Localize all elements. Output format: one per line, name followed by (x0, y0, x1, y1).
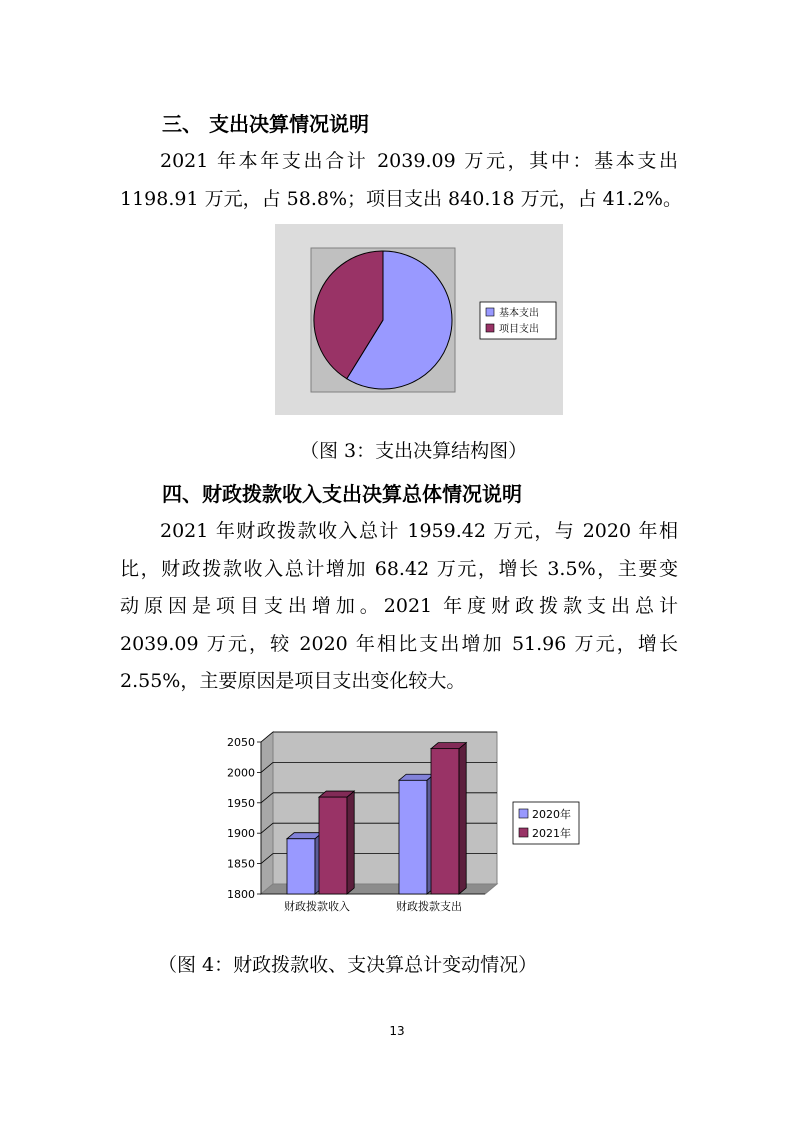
bar-side (347, 791, 354, 894)
bar-y-tick-label: 1850 (227, 857, 255, 871)
section3-line-1: 2021 年本年支出合计 2039.09 万元，其中：基本支出 (160, 150, 678, 172)
pie-legend-swatch-basic (486, 308, 494, 316)
bar-side (459, 743, 466, 894)
bar-y-tick-label: 1800 (227, 888, 255, 901)
bar-2021年-财政拨款收入 (319, 791, 354, 894)
section4-line-4: 2039.09 万元，较 2020 年相比支出增加 51.96 万元，增长 (120, 632, 678, 655)
bar-side-wall (261, 732, 273, 894)
bar-2020年-财政拨款收入 (287, 833, 322, 894)
pie-slices (314, 251, 452, 389)
section4-heading: 四、财政拨款收入支出决算总体情况说明 (162, 482, 522, 506)
pie-legend-label-project: 项目支出 (499, 324, 539, 335)
section4-line-2: 比，财政拨款收入总计增加 68.42 万元，增长 3.5%，主要变 (120, 557, 678, 580)
bar-y-tick-label: 1950 (227, 796, 255, 810)
bar-front (319, 797, 347, 894)
bar-legend-label-2021: 2021年 (532, 827, 571, 840)
section3-paragraph (120, 143, 682, 218)
pie-legend-swatch-project (486, 324, 494, 332)
section4-line-3: 动原因是项目支出增加。2021 年度财政拨款支出总计 (120, 595, 678, 617)
bar-legend-label-2020: 2020年 (532, 808, 571, 821)
bar-front (431, 749, 459, 894)
page-number: 13 (389, 1024, 405, 1038)
bar-2020年-财政拨款支出 (399, 774, 434, 894)
section4-line-5: 2.55%，主要原因是项目支出变化较大。 (120, 670, 466, 692)
bar-legend (513, 802, 579, 844)
bar-chart (215, 728, 595, 920)
bar-legend-swatch-2020 (519, 809, 528, 818)
pie-chart (275, 224, 563, 415)
bar-category-label: 财政拨款收入 (284, 900, 350, 913)
bar-y-tick-label: 1900 (227, 827, 255, 841)
section3-line-2: 1198.91 万元，占 58.8%；项目支出 840.18 万元，占 41.2%。 (120, 187, 682, 210)
bar-legend-swatch-2021 (519, 828, 528, 837)
pie-legend-label-basic: 基本支出 (499, 308, 539, 319)
pie-legend (480, 302, 556, 339)
bar-2021年-财政拨款支出 (431, 743, 466, 894)
figure3-caption: （图 3：支出决算结构图） (300, 440, 528, 462)
bar-front (287, 839, 315, 894)
section4-paragraph (120, 513, 678, 701)
figure4-caption: （图 4：财政拨款收、支决算总计变动情况） (158, 954, 538, 976)
bar-y-tick-label: 2000 (227, 766, 255, 780)
section3-heading: 三、 支出决算情况说明 (162, 112, 369, 136)
bar-category-label: 财政拨款支出 (396, 900, 462, 913)
section4-line-1: 2021 年财政拨款收入总计 1959.42 万元，与 2020 年相 (160, 520, 678, 542)
bar-front (399, 780, 427, 894)
bar-y-tick-label: 2050 (227, 736, 255, 749)
